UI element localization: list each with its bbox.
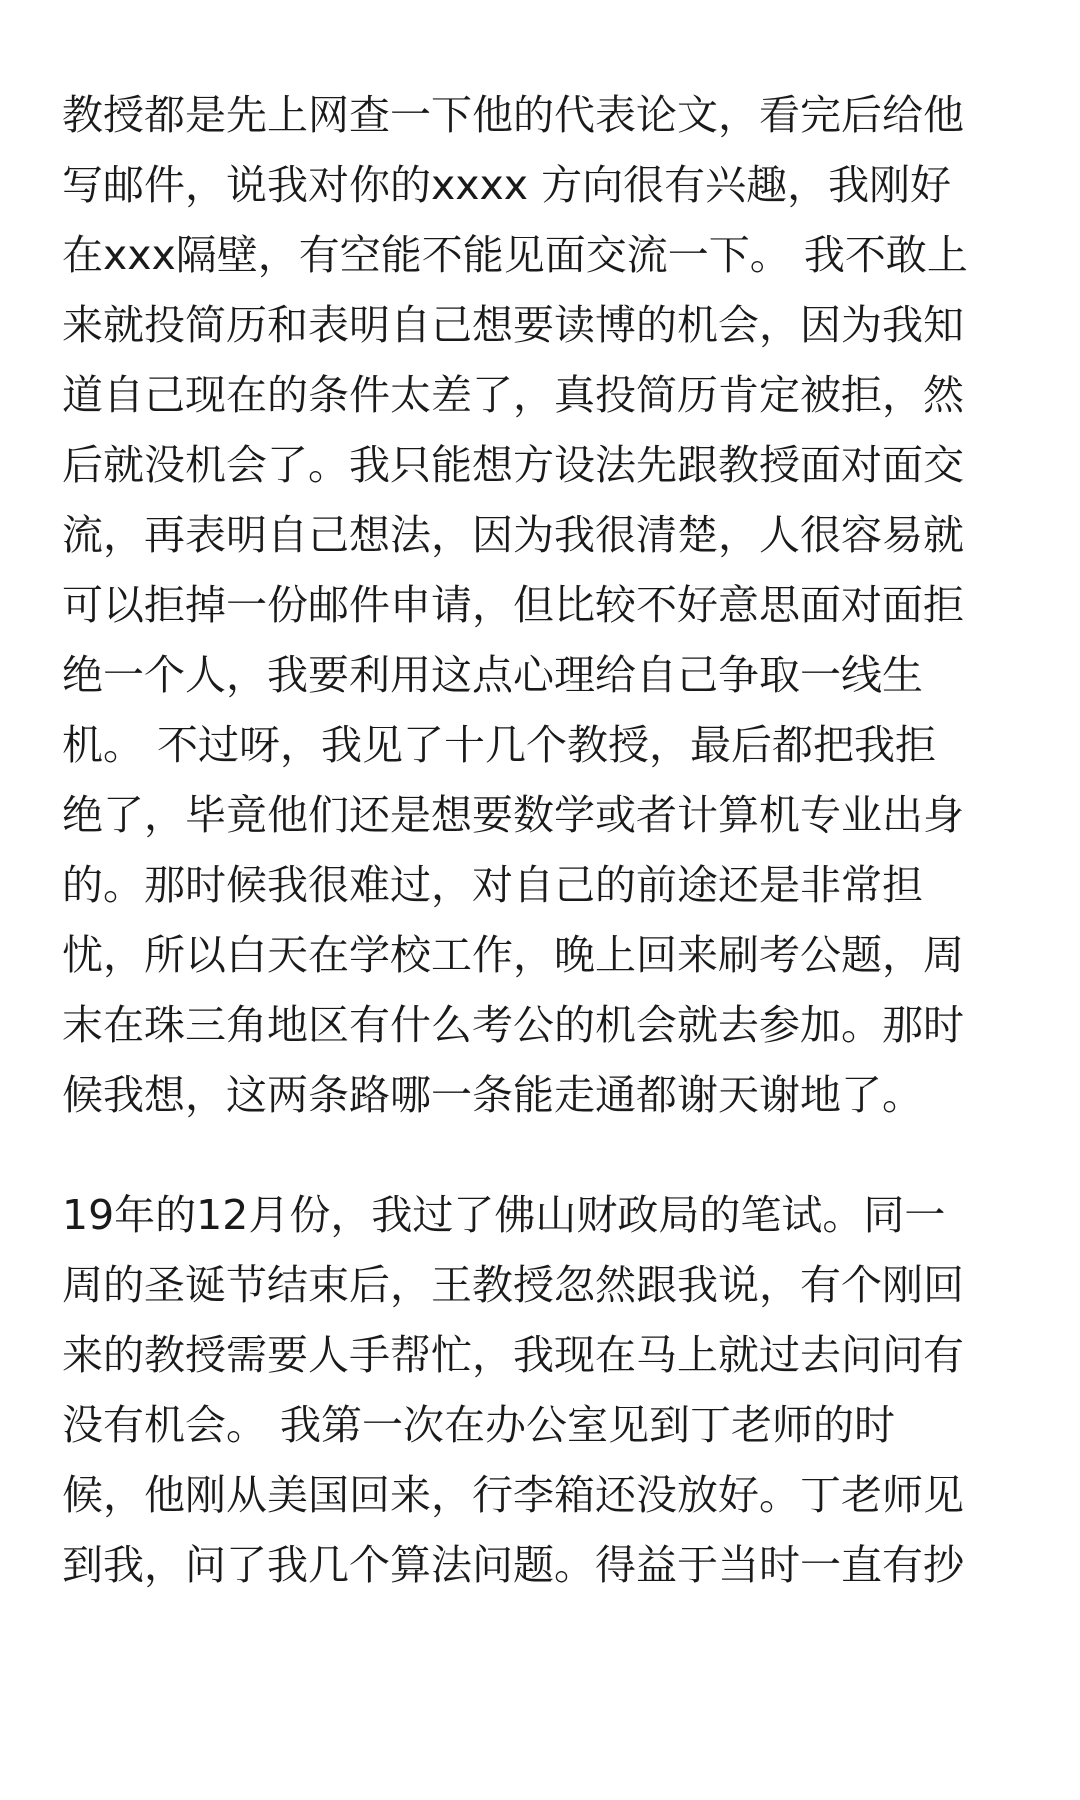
text-line: 绝了，毕竟他们还是想要数学或者计算机专业出身 [62,791,964,839]
text-line: 后就没机会了。我只能想方设法先跟教授面对面交 [62,441,964,489]
text-line: 候我想，这两条路哪一条能走通都谢天谢地了。 [62,1071,923,1119]
text-line: 的。那时候我很难过，对自己的前途还是非常担 [62,861,923,909]
text-line: 在xxx隔壁，有空能不能见面交流一下。 我不敢上 [62,231,968,279]
text-line: 来就投简历和表明自己想要读博的机会，因为我知 [62,301,964,349]
text-line: 机。 不过呀，我见了十几个教授，最后都把我拒 [62,721,937,769]
text-line: 周的圣诞节结束后，王教授忽然跟我说，有个刚回 [62,1261,964,1309]
text-line: 教授都是先上网查一下他的代表论文，看完后给他 [62,91,964,139]
text-line: 到我，问了我几个算法问题。得益于当时一直有抄 [62,1541,964,1589]
text-line: 末在珠三角地区有什么考公的机会就去参加。那时 [62,1001,964,1049]
paragraph-1 [62,80,1022,1130]
text-line: 候，他刚从美国回来，行李箱还没放好。丁老师见 [62,1471,964,1519]
text-line: 道自己现在的条件太差了，真投简历肯定被拒，然 [62,371,964,419]
text-line: 写邮件，说我对你的xxxx 方向很有兴趣，我刚好 [62,161,952,209]
text-line: 忧，所以白天在学校工作，晚上回来刷考公题，周 [62,931,964,979]
text-line: 没有机会。 我第一次在办公室见到丁老师的时 [62,1401,896,1449]
text-line: 流，再表明自己想法，因为我很清楚，人很容易就 [62,511,964,559]
paragraph-2 [62,1180,1022,1600]
text-line: 来的教授需要人手帮忙，我现在马上就过去问问有 [62,1331,964,1379]
text-line: 绝一个人，我要利用这点心理给自己争取一线生 [62,651,923,699]
text-line: 可以拒掉一份邮件申请，但比较不好意思面对面拒 [62,581,964,629]
article-body [62,80,1022,1650]
text-line: 19年的12月份，我过了佛山财政局的笔试。同一 [62,1191,946,1239]
